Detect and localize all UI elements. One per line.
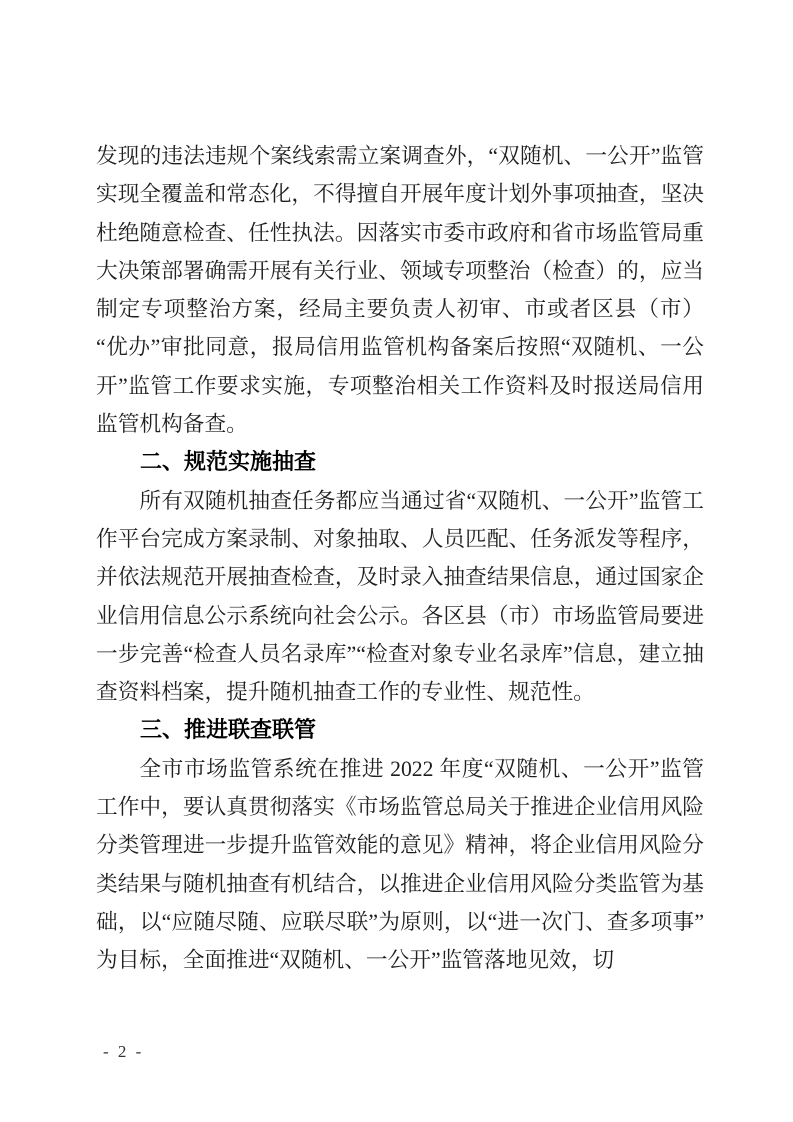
page-number: - 2 -: [103, 1042, 144, 1061]
section-heading-3: 三、推进联查联管: [140, 717, 317, 743]
section-3-paragraph: 全市市场监管系统在推进 2022 年度“双随机、一公开”监管工作中，要认真贯彻落实《市场监管总局关于推进企业信用风险分类管理进一步提升监管效能的意见》精神，将企业信用风险分类结果与随机抽查有机结合，以推进企业信用风险分类监管为基础，以“应随尽随、应联尽联”为原则，以“进一次门、查多项事”为目标，全面推进“双随机、一公开”监管落地见效，切: [96, 756, 704, 973]
section-2-paragraph: 所有双随机抽查任务都应当通过省“双随机、一公开”监管工作平台完成方案录制、对象抽取、人员匹配、任务派发等程序，并依法规范开展抽查检查，及时录入抽查结果信息，通过国家企业信用信息公示系统向社会公示。各区县（市）市场监管局要进一步完善“检查人员名录库”“检查对象专业名录库”信息，建立抽查资料档案，提升随机抽查工作的专业性、规范性。: [96, 488, 704, 705]
document-body: [96, 137, 704, 980]
paragraph-continuation: 发现的违法违规个案线索需立案调查外，“双随机、一公开”监管实现全覆盖和常态化，不得擅自开展年度计划外事项抽查，坚决杜绝随意检查、任性执法。因落实市委市政府和省市场监管局重大决策部署确需开展有关行业、领域专项整治（检查）的，应当制定专项整治方案，经局主要负责人初审、市或者区县（市）“优办”审批同意，报局信用监管机构备案后按照“双随机、一公开”监管工作要求实施，专项整治相关工作资料及时报送局信用监管机构备查。: [96, 144, 704, 437]
section-heading-2: 二、规范实施抽查: [140, 449, 317, 475]
